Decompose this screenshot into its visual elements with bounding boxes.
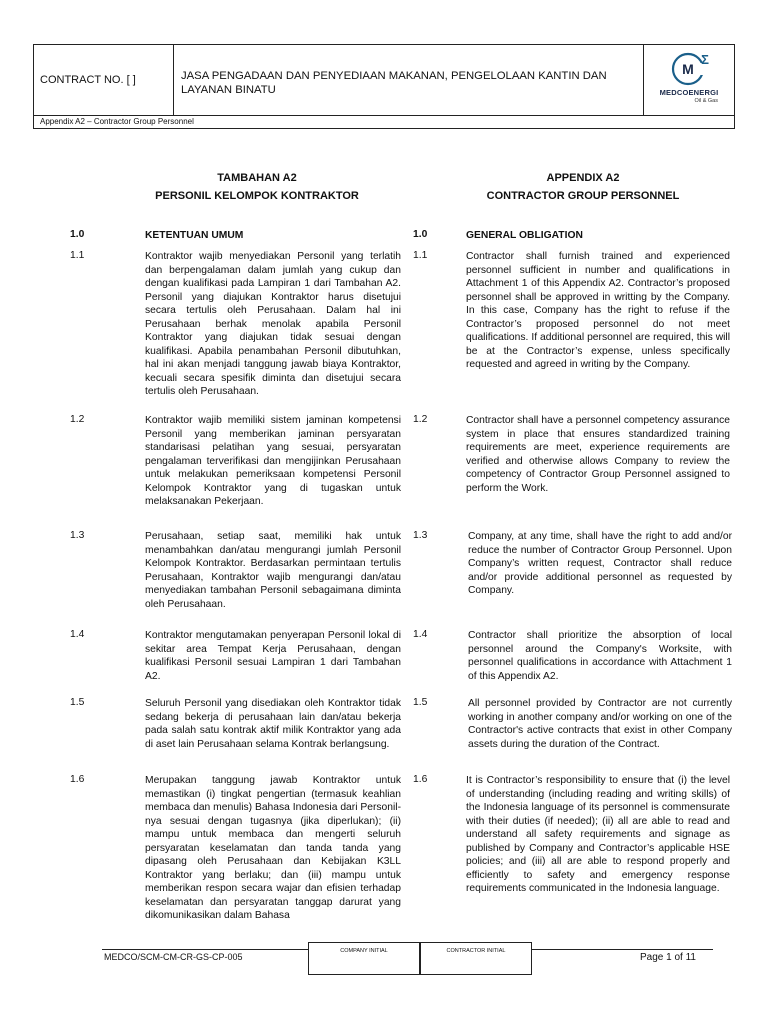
- medcoenergi-logo-icon: [662, 49, 722, 89]
- clause-number-id: 1.4: [70, 629, 85, 640]
- section-heading-en: GENERAL OBLIGATION: [466, 230, 583, 241]
- document-header: [33, 44, 735, 116]
- clause-number-en: 1.6: [413, 774, 428, 785]
- clause-number-en: 1.3: [413, 530, 428, 541]
- title-en-line1: APPENDIX A2: [546, 172, 620, 184]
- clause-number-en: 1.1: [413, 250, 428, 261]
- clause-number-id: 1.3: [70, 530, 85, 541]
- logo-letter: M: [682, 61, 694, 77]
- logo-subtitle: Oil & Gas: [694, 98, 718, 104]
- logo-sigma: Σ: [701, 52, 709, 67]
- clause-text-en: It is Contractor’s responsibility to ensure that (i) the level of understanding (including reading and writing skills) of the Indonesia language of its personnel is commensurate with their duties (if needed); (ii) all are able to read and understand all safety requirements and signage as published by Company and Contractor’s applicable HSE policies; and (iii) all are able to respond properly and efficiently to safety and emergency response requirements communicated in the Indonesia language.: [466, 775, 730, 894]
- contract-number: CONTRACT NO. [ ]: [34, 45, 174, 115]
- clause-text-id: Kontraktor wajib menyediakan Personil yang terlatih dan berpengalaman dalam jumlah yang cukup dan dengan kualifikasi pada Lampiran 1 dari Tambahan A2. Personil yang diajukan Kontraktor harus disetujui secara tertulis oleh Perusahaan. Dalam hal ini Perusahaan berhak menolak apabila Personil Kontraktor yang diajukan tidak sesuai dengan kualifikasi. Apabila penambahan Personil dibutuhkan, hal ini akan menjadi tanggung jawab biaya Kontraktor, kecuali secara spesifik diminta dan disetujui secara tertulis oleh Perusahaan.: [145, 251, 401, 397]
- contract-title: JASA PENGADAAN DAN PENYEDIAAN MAKANAN, PENGELOLAAN KANTIN DAN LAYANAN BINATU: [174, 45, 644, 115]
- clause-text-en: Contractor shall have a personnel competency assurance system in place that ensures standardized training requirements are meet, experience requirements are verified and otherwise allows Company to review the competency of Contractor Group Personnel assigned to perform the Work.: [466, 415, 730, 494]
- clause-number-id: 1.6: [70, 774, 85, 785]
- clause-number-id: 1.5: [70, 697, 85, 708]
- section-heading-id: KETENTUAN UMUM: [145, 230, 244, 241]
- appendix-reference: Appendix A2 – Contractor Group Personnel: [33, 116, 735, 129]
- title-en-line2: CONTRACTOR GROUP PERSONNEL: [486, 190, 680, 202]
- clause-text-id: Seluruh Personil yang disediakan oleh Kontraktor tidak sedang bekerja di perusahaan lain dan/atau bekerja pada salah satu kontrak aktif milik Kontraktor yang ada di aset lain Perusahaan selama Kontrak berlangsung.: [145, 698, 401, 750]
- clause-text-id: Merupakan tanggung jawab Kontraktor untuk memastikan (i) tingkat pengertian (termasuk keahlian membaca dan menulis) Bahasa Indonesia dari Personil-nya sesuai dengan tugasnya (jika diperlukan); (ii) mampu untuk membaca dan mengerti seluruh persyaratan keselamatan dan tanda tanda yang dipasang oleh Perusahaan dan Kebijakan K3LL Kontraktor yang berlaku; dan (iii) mampu untuk memberikan respon secara wajar dan efisien terhadap keselamatan dan persyaratan tanggap darurat yang dikomunikasikan dalam Bahasa: [145, 775, 401, 921]
- clause-text-en: Contractor shall furnish trained and experienced personnel sufficient in number and qualifications in Attachment 1 of this Appendix A2. Contractor’s proposed personnel shall be approved in writting by the Company. In this case, Company has the right to refuse if the Contractor’s proposed personnel do not meet qualifications. If additional personnel are required, this will be at the Contractor’s expense, unless specifically requested and agreed in writing by the Company.: [466, 251, 730, 370]
- clause-text-id: Kontraktor wajib memiliki sistem jaminan kompetensi Personil yang memberikan jaminan persyaratan standarisasi pelatihan yang sesuai, persyaratan pengalaman terverifikasi dan mengijinkan Perusahaan untuk melakukan pemeriksaan kompetensi Personil Kelompok Kontraktor yang di tugaskan untuk melaksanakan Pekerjaan.: [145, 415, 401, 507]
- clause-number-id: 1.1: [70, 250, 85, 261]
- section-number-en: 1.0: [413, 229, 428, 240]
- contractor-initial-label: CONTRACTOR INITIAL: [446, 948, 506, 954]
- company-initial-label: COMPANY INITIAL: [340, 948, 388, 954]
- document-code: MEDCO/SCM-CM-CR-GS-CP-005: [104, 952, 243, 962]
- clause-number-en: 1.2: [413, 414, 428, 425]
- clause-number-id: 1.2: [70, 414, 85, 425]
- company-logo: [644, 45, 735, 115]
- clause-text-en: Company, at any time, shall have the right to add and/or reduce the number of Contractor Group Personnel. Upon Company’s written request, Contractor shall reduce and/or provide additional personnel as requested by Company.: [468, 531, 732, 596]
- clause-text-en: Contractor shall prioritize the absorption of local personnel around the Company's Worksite, with personnel qualifications in accordance with Attachment 1 of this Appendix A2.: [468, 630, 732, 682]
- title-id-line1: TAMBAHAN A2: [217, 172, 297, 184]
- clause-text-id: Perusahaan, setiap saat, memiliki hak untuk menambahkan dan/atau mengurangi jumlah Personil Kelompok Kontraktor. Berdasarkan permintaan tertulis Perusahaan, Kontraktor wajib mengurangi dan/atau menyediakan tambahan Personil sebagaimana diminta oleh Perusahaan.: [145, 531, 401, 610]
- contractor-initial-box[interactable]: [420, 942, 532, 975]
- title-id-line2: PERSONIL KELOMPOK KONTRAKTOR: [155, 190, 359, 202]
- clause-text-id: Kontraktor mengutamakan penyerapan Personil lokal di sekitar area Tempat Kerja Perusahaan, dengan kualifikasi Personil sesuai Lampiran 1 dari Tambahan A2.: [145, 630, 401, 682]
- logo-name: MEDCOENERGI: [659, 88, 719, 97]
- clause-number-en: 1.5: [413, 697, 428, 708]
- clause-text-en: All personnel provided by Contractor are not currently working in another company and/or working on one of the Contractor's active contracts that exist in other Company assets during the duration of the Contract.: [468, 698, 732, 750]
- page-number: Page 1 of 11: [640, 952, 696, 963]
- company-initial-box[interactable]: [308, 942, 420, 975]
- clause-number-en: 1.4: [413, 629, 428, 640]
- section-number-id: 1.0: [70, 229, 85, 240]
